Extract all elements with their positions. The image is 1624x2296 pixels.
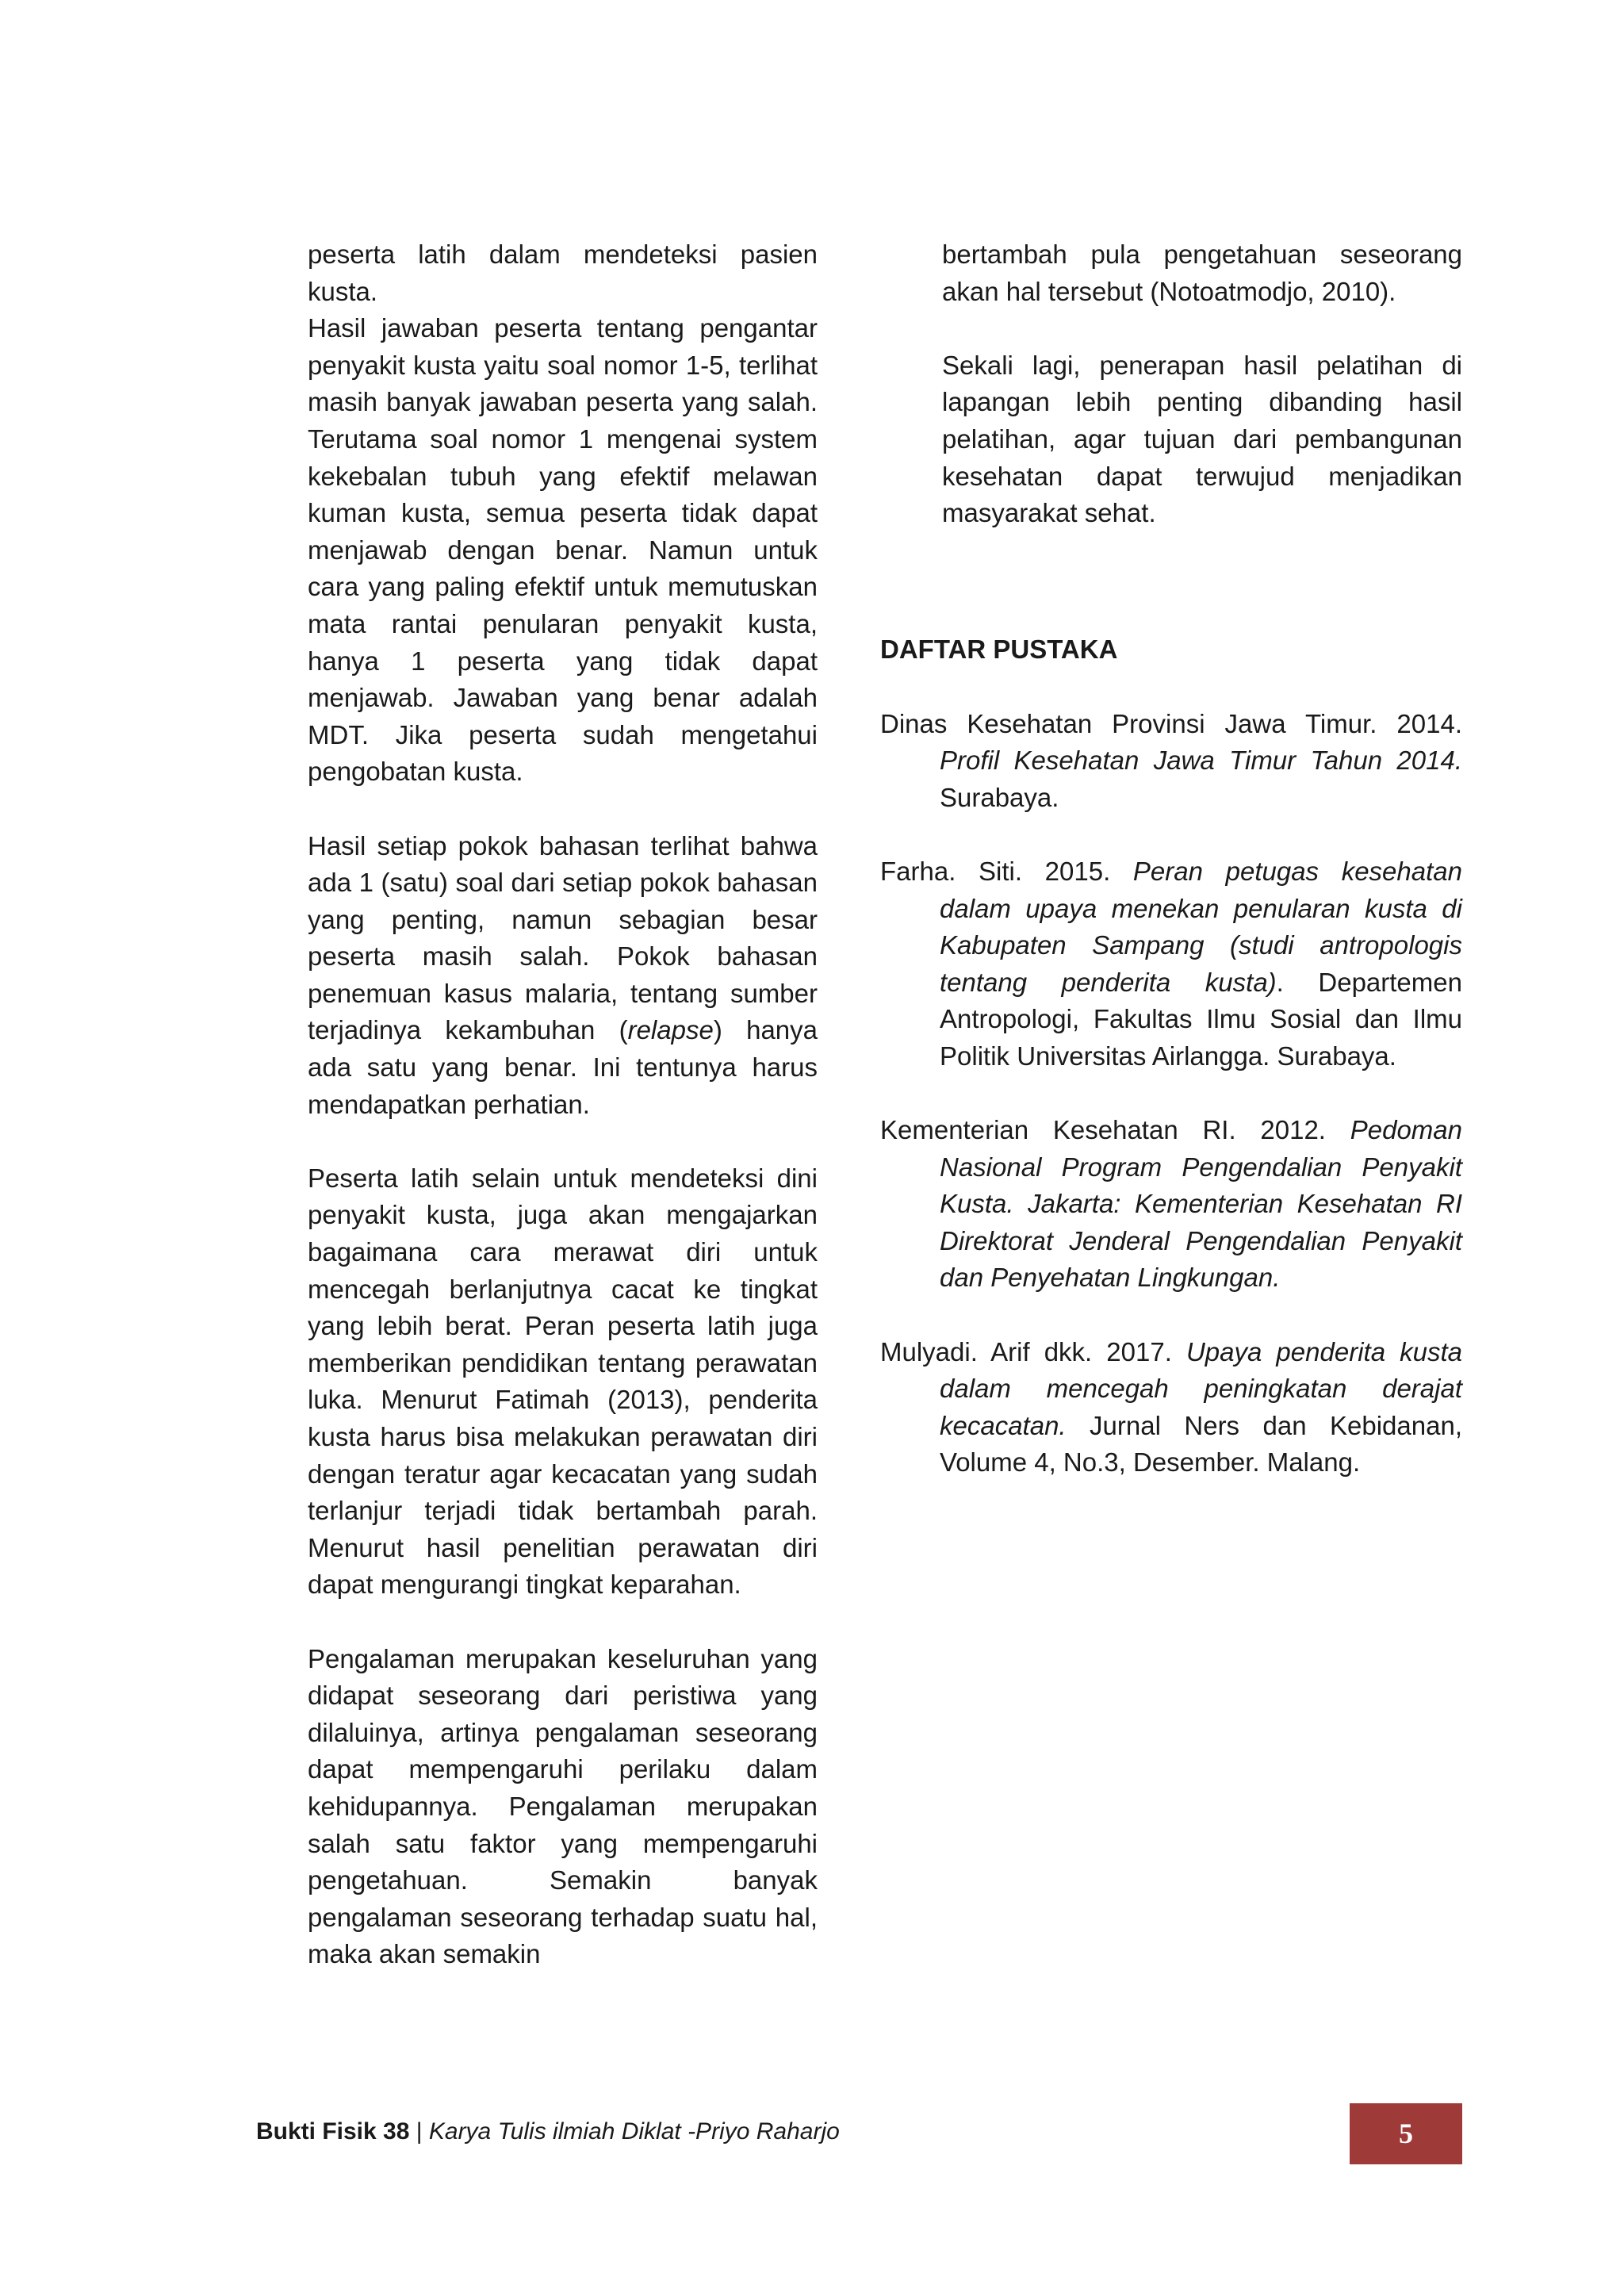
reference-1-publisher: Surabaya. (940, 782, 1059, 812)
reference-3-title: Pedoman Nasional Program Pengendalian Penyakit Kusta. Jakarta: Kementerian Kesehatan RI Direktorat Jenderal Pengendalian Penyakit dan Penyehatan Lingkungan. (940, 1115, 1462, 1293)
left-paragraph-4: Peserta latih selain untuk mendeteksi dini penyakit kusta, juga akan mengajarkan bagaimana cara merawat diri untuk mencegah berlanjutnya cacat ke tingkat yang lebih berat. Peran peserta latih juga memberikan pendidikan tentang perawatan luka. Menurut Fatimah (2013), penderita kusta harus bisa melakukan perawatan diri dengan teratur agar kecacatan yang sudah terlanjur terjadi tidak bertambah parah. Menurut hasil penelitian perawatan diri dapat mengurangi tingkat keparahan. (308, 1163, 818, 1600)
right-paragraph-1: bertambah pula pengetahuan seseorang akan hal tersebut (Notoatmodjo, 2010). (942, 240, 1462, 306)
reference-4-author: Mulyadi. Arif dkk. 2017. (880, 1336, 1186, 1366)
reference-2-author: Farha. Siti. 2015. (880, 856, 1133, 886)
left-paragraph-2: Hasil jawaban peserta tentang pengantar penyakit kusta yaitu soal nomor 1-5, terlihat masih banyak jawaban peserta yang salah. Terutama soal nomor 1 mengenai system kekebalan tubuh yang efektif melawan kuman kusta, semua peserta tidak dapat menjawab dengan benar. Namun untuk cara yang paling efektif untuk memutuskan mata rantai penularan penyakit kusta, hanya 1 peserta yang tidak dapat menjawab. Jawaban yang benar adalah MDT. Jika peserta sudah mengetahui pengobatan kusta. (308, 313, 818, 787)
reference-2-title: Peran petugas kesehatan dalam upaya menekan penularan kusta di Kabupaten Sampang (studi antropologis tentang penderita kusta) (940, 856, 1462, 997)
reference-3-author: Kementerian Kesehatan RI. 2012. (880, 1115, 1350, 1145)
left-paragraph-3-text-a: Hasil setiap pokok bahasan terlihat bahwa ada 1 (satu) soal dari setiap pokok bahasan yang penting, namun sebagian besar peserta masih salah. Pokok bahasan penemuan kasus malaria, tentang sumber terjadinya kekambuhan ( (308, 830, 818, 1045)
footer-title: Karya Tulis ilmiah Diklat -Priyo Raharjo (428, 2118, 840, 2145)
reference-item-4 (880, 1334, 1462, 1481)
left-column (308, 236, 818, 2010)
reference-1-title: Profil Kesehatan Jawa Timur Tahun 2014. (940, 746, 1462, 776)
reference-2-publisher: . Departemen Antropologi, Fakultas Ilmu Sosial dan Ilmu Politik Universitas Airlangga. Surabaya. (940, 967, 1462, 1071)
footer-label: Bukti Fisik 38 (256, 2118, 410, 2145)
reference-4-publisher: Jurnal Ners dan Kebidanan, Volume 4, No.3, Desember. Malang. (940, 1410, 1462, 1478)
left-paragraph-1: peserta latih dalam mendeteksi pasien kusta. (308, 240, 818, 306)
right-column (880, 236, 1462, 1519)
reference-1-author: Dinas Kesehatan Provinsi Jawa Timur. 2014. (880, 708, 1462, 738)
left-paragraph-3-text-b: ) hanya ada satu yang benar. Ini tentunya harus mendapatkan perhatian. (308, 1015, 818, 1119)
reference-item-3 (880, 1112, 1462, 1297)
left-paragraph-3 (308, 828, 818, 1124)
left-paragraph-5: Pengalaman merupakan keseluruhan yang didapat seseorang dari peristiwa yang dilaluinya, artinya pengalaman seseorang dapat mempengaruhi perilaku dalam kehidupannya. Pengalaman merupakan salah satu faktor yang mempengaruhi pengetahuan. Semakin banyak pengalaman seseorang terhadap suatu hal, maka akan semakin (308, 1643, 818, 1969)
reference-item-2 (880, 853, 1462, 1075)
reference-4-title: Upaya penderita kusta dalam mencegah peningkatan derajat kecacatan. (940, 1336, 1462, 1440)
section-spacer (880, 569, 1462, 631)
left-paragraph-3-italic: relapse (627, 1015, 714, 1045)
references-heading: DAFTAR PUSTAKA (880, 634, 1118, 665)
right-paragraph-2: Sekali lagi, penerapan hasil pelatihan di lapangan lebih penting dibanding hasil pelatihan, agar tujuan dari pembangunan kesehatan dapat terwujud menjadikan masyarakat sehat. (942, 350, 1462, 528)
page-footer (256, 2116, 840, 2148)
footer-separator: | (409, 2118, 429, 2145)
page-number-badge: 5 (1350, 2103, 1462, 2164)
reference-item-1 (880, 706, 1462, 817)
